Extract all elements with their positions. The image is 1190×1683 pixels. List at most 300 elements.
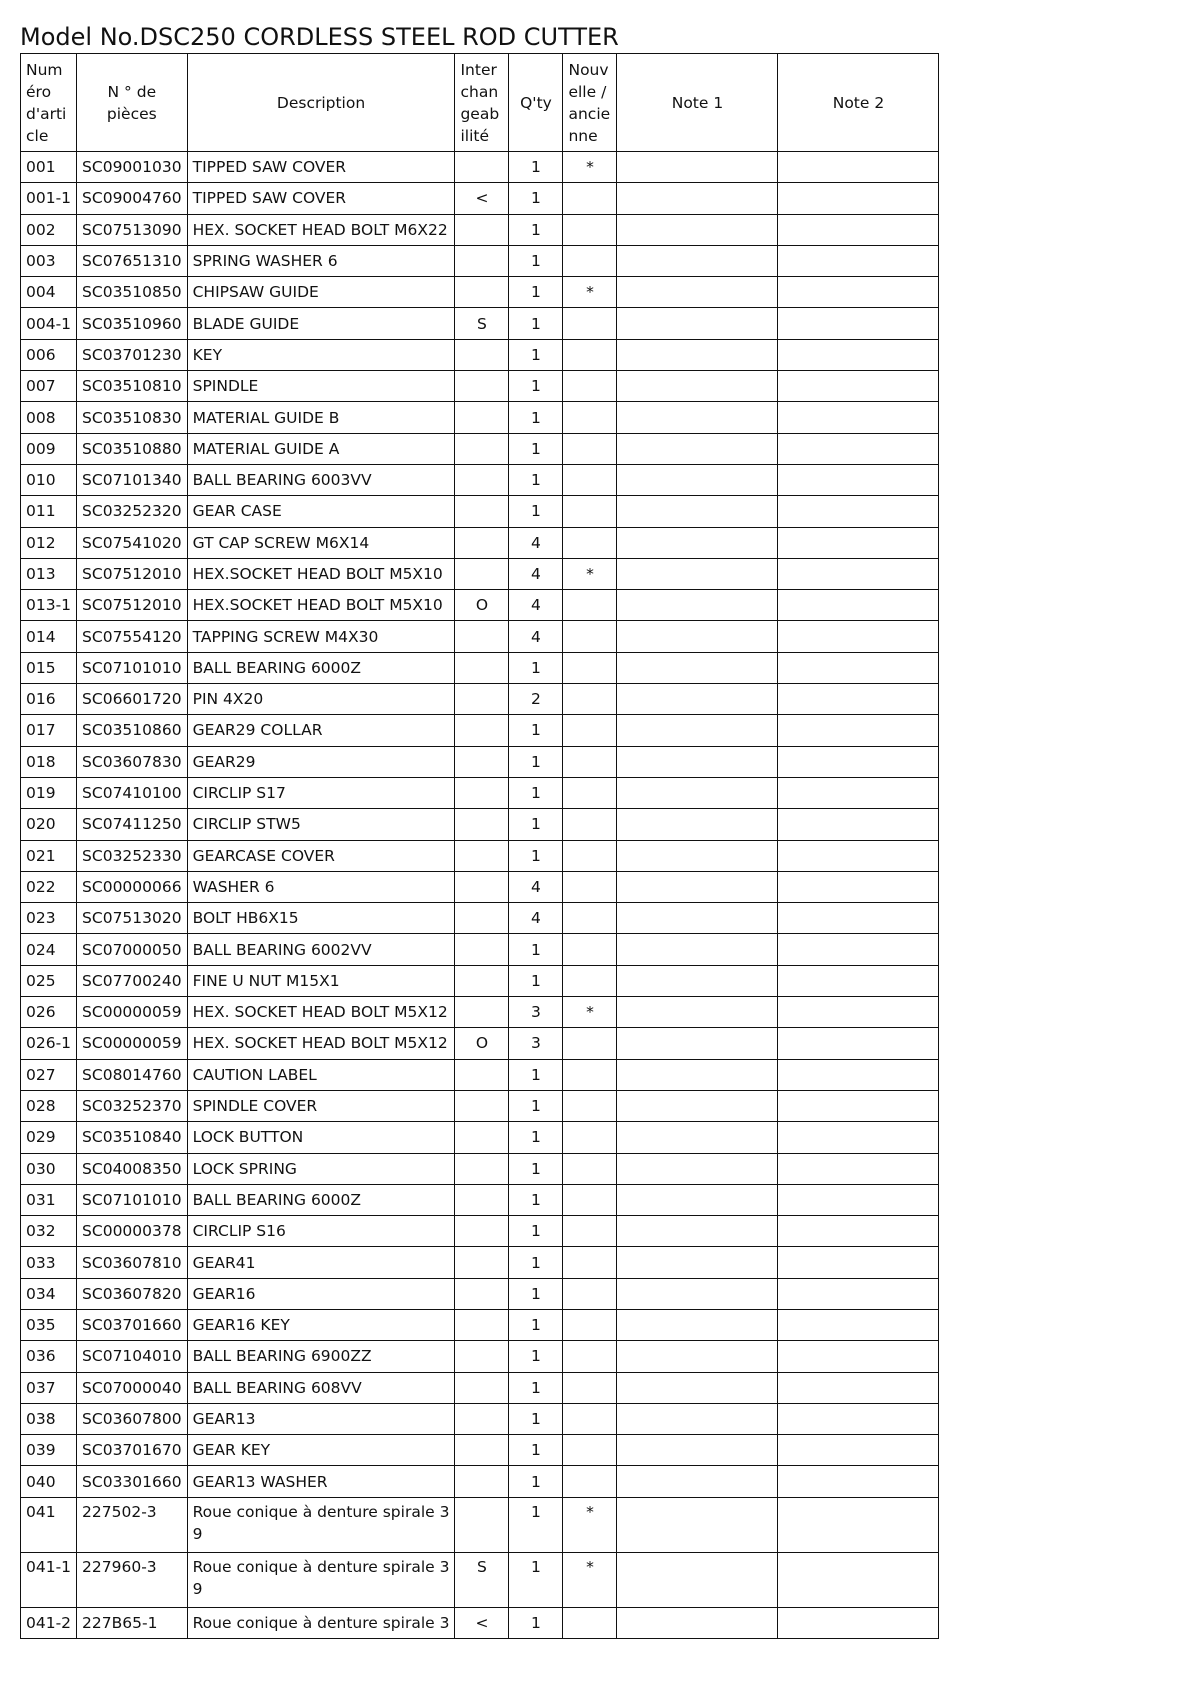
table-row bbox=[21, 1184, 939, 1215]
cell-qty: 4 bbox=[509, 558, 563, 589]
cell-new-old bbox=[563, 1278, 617, 1309]
cell-note2 bbox=[778, 777, 939, 808]
cell-note1 bbox=[617, 1497, 778, 1552]
cell-qty: 1 bbox=[509, 1607, 563, 1638]
cell-part-no: SC03510880 bbox=[77, 433, 188, 464]
cell-interchangeability bbox=[455, 903, 509, 934]
cell-qty: 1 bbox=[509, 1153, 563, 1184]
cell-interchangeability: < bbox=[455, 1607, 509, 1638]
cell-note1 bbox=[617, 277, 778, 308]
cell-note1 bbox=[617, 777, 778, 808]
cell-description: TIPPED SAW COVER bbox=[187, 152, 455, 183]
cell-part-no: SC03510860 bbox=[77, 715, 188, 746]
cell-item-no: 004 bbox=[21, 277, 77, 308]
cell-note2 bbox=[778, 245, 939, 276]
cell-item-no: 034 bbox=[21, 1278, 77, 1309]
cell-qty: 1 bbox=[509, 965, 563, 996]
cell-interchangeability: S bbox=[455, 308, 509, 339]
table-row bbox=[21, 1122, 939, 1153]
cell-part-no: SC03510850 bbox=[77, 277, 188, 308]
cell-item-no: 018 bbox=[21, 746, 77, 777]
cell-item-no: 035 bbox=[21, 1309, 77, 1340]
cell-description: BALL BEARING 608VV bbox=[187, 1372, 455, 1403]
cell-qty: 1 bbox=[509, 1341, 563, 1372]
cell-description: MATERIAL GUIDE B bbox=[187, 402, 455, 433]
cell-note2 bbox=[778, 903, 939, 934]
table-row bbox=[21, 433, 939, 464]
cell-new-old: * bbox=[563, 1552, 617, 1607]
cell-part-no: SC07101340 bbox=[77, 464, 188, 495]
cell-note1 bbox=[617, 402, 778, 433]
cell-item-no: 001-1 bbox=[21, 183, 77, 214]
cell-note1 bbox=[617, 1552, 778, 1607]
cell-note2 bbox=[778, 558, 939, 589]
cell-note2 bbox=[778, 1184, 939, 1215]
cell-interchangeability bbox=[455, 997, 509, 1028]
cell-part-no: SC03510960 bbox=[77, 308, 188, 339]
cell-qty: 1 bbox=[509, 746, 563, 777]
cell-interchangeability bbox=[455, 1341, 509, 1372]
cell-part-no: SC07104010 bbox=[77, 1341, 188, 1372]
cell-note2 bbox=[778, 214, 939, 245]
table-row bbox=[21, 777, 939, 808]
cell-note1 bbox=[617, 1122, 778, 1153]
cell-new-old bbox=[563, 1309, 617, 1340]
cell-new-old bbox=[563, 1184, 617, 1215]
cell-qty: 1 bbox=[509, 809, 563, 840]
cell-item-no: 002 bbox=[21, 214, 77, 245]
cell-note2 bbox=[778, 496, 939, 527]
cell-new-old bbox=[563, 245, 617, 276]
cell-item-no: 041-1 bbox=[21, 1552, 77, 1607]
cell-interchangeability bbox=[455, 809, 509, 840]
cell-part-no: SC06601720 bbox=[77, 684, 188, 715]
table-row bbox=[21, 371, 939, 402]
cell-description: CHIPSAW GUIDE bbox=[187, 277, 455, 308]
cell-note1 bbox=[617, 558, 778, 589]
cell-new-old bbox=[563, 1403, 617, 1434]
cell-part-no: SC07411250 bbox=[77, 809, 188, 840]
cell-interchangeability bbox=[455, 746, 509, 777]
cell-note1 bbox=[617, 652, 778, 683]
cell-description: CIRCLIP S16 bbox=[187, 1216, 455, 1247]
cell-part-no: SC07101010 bbox=[77, 652, 188, 683]
cell-description: HEX.SOCKET HEAD BOLT M5X10 bbox=[187, 590, 455, 621]
cell-qty: 1 bbox=[509, 1122, 563, 1153]
cell-qty: 1 bbox=[509, 1059, 563, 1090]
cell-note1 bbox=[617, 1216, 778, 1247]
cell-new-old bbox=[563, 1122, 617, 1153]
cell-item-no: 014 bbox=[21, 621, 77, 652]
table-row bbox=[21, 1247, 939, 1278]
cell-interchangeability bbox=[455, 934, 509, 965]
table-row bbox=[21, 1372, 939, 1403]
cell-part-no: SC03301660 bbox=[77, 1466, 188, 1497]
cell-interchangeability bbox=[455, 214, 509, 245]
cell-qty: 3 bbox=[509, 997, 563, 1028]
cell-description: GEAR13 WASHER bbox=[187, 1466, 455, 1497]
cell-note2 bbox=[778, 1122, 939, 1153]
cell-description: HEX.SOCKET HEAD BOLT M5X10 bbox=[187, 558, 455, 589]
cell-new-old bbox=[563, 1247, 617, 1278]
cell-note1 bbox=[617, 464, 778, 495]
cell-new-old bbox=[563, 1090, 617, 1121]
table-row bbox=[21, 1497, 939, 1552]
cell-note1 bbox=[617, 527, 778, 558]
header-part-no: N ° de pièces bbox=[77, 54, 188, 152]
cell-note2 bbox=[778, 1607, 939, 1638]
cell-description: GEAR16 bbox=[187, 1278, 455, 1309]
cell-part-no: SC03701660 bbox=[77, 1309, 188, 1340]
cell-part-no: SC08014760 bbox=[77, 1059, 188, 1090]
cell-qty: 1 bbox=[509, 464, 563, 495]
cell-item-no: 021 bbox=[21, 840, 77, 871]
cell-description: Roue conique à denture spirale 39 bbox=[187, 1497, 455, 1552]
cell-item-no: 001 bbox=[21, 152, 77, 183]
cell-interchangeability bbox=[455, 1122, 509, 1153]
cell-note2 bbox=[778, 746, 939, 777]
cell-new-old bbox=[563, 1341, 617, 1372]
cell-qty: 1 bbox=[509, 433, 563, 464]
header-description: Description bbox=[187, 54, 455, 152]
cell-note1 bbox=[617, 871, 778, 902]
cell-new-old bbox=[563, 871, 617, 902]
cell-qty: 1 bbox=[509, 1247, 563, 1278]
cell-interchangeability bbox=[455, 464, 509, 495]
cell-note1 bbox=[617, 1059, 778, 1090]
cell-part-no: SC07000050 bbox=[77, 934, 188, 965]
cell-interchangeability bbox=[455, 496, 509, 527]
cell-interchangeability bbox=[455, 1497, 509, 1552]
cell-part-no: SC03701230 bbox=[77, 339, 188, 370]
cell-new-old bbox=[563, 496, 617, 527]
cell-description: GEAR13 bbox=[187, 1403, 455, 1434]
cell-note2 bbox=[778, 277, 939, 308]
cell-new-old bbox=[563, 965, 617, 996]
cell-note2 bbox=[778, 1216, 939, 1247]
cell-item-no: 022 bbox=[21, 871, 77, 902]
cell-note1 bbox=[617, 1372, 778, 1403]
cell-new-old bbox=[563, 777, 617, 808]
cell-part-no: SC03701670 bbox=[77, 1435, 188, 1466]
cell-item-no: 039 bbox=[21, 1435, 77, 1466]
cell-interchangeability: S bbox=[455, 1552, 509, 1607]
cell-qty: 1 bbox=[509, 245, 563, 276]
table-row bbox=[21, 1552, 939, 1607]
cell-part-no: SC03607810 bbox=[77, 1247, 188, 1278]
cell-interchangeability bbox=[455, 1309, 509, 1340]
cell-note2 bbox=[778, 433, 939, 464]
cell-note1 bbox=[617, 371, 778, 402]
cell-note1 bbox=[617, 339, 778, 370]
cell-qty: 1 bbox=[509, 1184, 563, 1215]
cell-qty: 1 bbox=[509, 402, 563, 433]
header-interchangeability: Interchangeabilité bbox=[455, 54, 509, 152]
cell-interchangeability bbox=[455, 1216, 509, 1247]
cell-new-old: * bbox=[563, 152, 617, 183]
cell-item-no: 019 bbox=[21, 777, 77, 808]
cell-interchangeability bbox=[455, 1247, 509, 1278]
cell-new-old: * bbox=[563, 1497, 617, 1552]
cell-note2 bbox=[778, 527, 939, 558]
cell-part-no: SC04008350 bbox=[77, 1153, 188, 1184]
cell-part-no: SC03252320 bbox=[77, 496, 188, 527]
cell-note2 bbox=[778, 1309, 939, 1340]
cell-item-no: 027 bbox=[21, 1059, 77, 1090]
cell-item-no: 033 bbox=[21, 1247, 77, 1278]
cell-qty: 1 bbox=[509, 1552, 563, 1607]
cell-item-no: 030 bbox=[21, 1153, 77, 1184]
table-row bbox=[21, 245, 939, 276]
table-row bbox=[21, 590, 939, 621]
cell-note2 bbox=[778, 840, 939, 871]
cell-description: CAUTION LABEL bbox=[187, 1059, 455, 1090]
cell-interchangeability bbox=[455, 871, 509, 902]
cell-description: BALL BEARING 6002VV bbox=[187, 934, 455, 965]
cell-note2 bbox=[778, 1466, 939, 1497]
cell-description: CIRCLIP STW5 bbox=[187, 809, 455, 840]
cell-part-no: SC00000059 bbox=[77, 997, 188, 1028]
cell-note1 bbox=[617, 965, 778, 996]
table-row bbox=[21, 1435, 939, 1466]
cell-new-old bbox=[563, 1216, 617, 1247]
cell-qty: 1 bbox=[509, 1372, 563, 1403]
cell-interchangeability bbox=[455, 433, 509, 464]
cell-note2 bbox=[778, 684, 939, 715]
header-qty: Q'ty bbox=[509, 54, 563, 152]
cell-description: TIPPED SAW COVER bbox=[187, 183, 455, 214]
cell-new-old bbox=[563, 590, 617, 621]
cell-item-no: 006 bbox=[21, 339, 77, 370]
cell-part-no: SC07513090 bbox=[77, 214, 188, 245]
cell-interchangeability: O bbox=[455, 590, 509, 621]
cell-note1 bbox=[617, 903, 778, 934]
cell-description: GEAR KEY bbox=[187, 1435, 455, 1466]
cell-new-old bbox=[563, 684, 617, 715]
cell-qty: 1 bbox=[509, 1309, 563, 1340]
table-row bbox=[21, 965, 939, 996]
cell-item-no: 003 bbox=[21, 245, 77, 276]
cell-description: GEAR16 KEY bbox=[187, 1309, 455, 1340]
cell-part-no: SC03510830 bbox=[77, 402, 188, 433]
table-row bbox=[21, 840, 939, 871]
cell-note1 bbox=[617, 1403, 778, 1434]
cell-new-old bbox=[563, 464, 617, 495]
cell-note1 bbox=[617, 214, 778, 245]
cell-part-no: SC07651310 bbox=[77, 245, 188, 276]
cell-note2 bbox=[778, 934, 939, 965]
cell-note1 bbox=[617, 746, 778, 777]
cell-new-old bbox=[563, 371, 617, 402]
cell-item-no: 025 bbox=[21, 965, 77, 996]
table-row bbox=[21, 1607, 939, 1638]
cell-qty: 1 bbox=[509, 339, 563, 370]
cell-note2 bbox=[778, 1372, 939, 1403]
cell-interchangeability bbox=[455, 621, 509, 652]
cell-item-no: 004-1 bbox=[21, 308, 77, 339]
table-row bbox=[21, 214, 939, 245]
cell-interchangeability: < bbox=[455, 183, 509, 214]
table-row bbox=[21, 402, 939, 433]
cell-note2 bbox=[778, 1403, 939, 1434]
cell-part-no: SC07512010 bbox=[77, 590, 188, 621]
cell-part-no: SC00000059 bbox=[77, 1028, 188, 1059]
cell-note1 bbox=[617, 1028, 778, 1059]
table-row bbox=[21, 308, 939, 339]
cell-note1 bbox=[617, 1184, 778, 1215]
cell-note2 bbox=[778, 371, 939, 402]
cell-interchangeability bbox=[455, 277, 509, 308]
cell-description: PIN 4X20 bbox=[187, 684, 455, 715]
cell-item-no: 013 bbox=[21, 558, 77, 589]
cell-qty: 1 bbox=[509, 1278, 563, 1309]
cell-qty: 1 bbox=[509, 652, 563, 683]
cell-description: BLADE GUIDE bbox=[187, 308, 455, 339]
cell-item-no: 011 bbox=[21, 496, 77, 527]
cell-interchangeability: O bbox=[455, 1028, 509, 1059]
cell-note1 bbox=[617, 1466, 778, 1497]
cell-part-no: SC03607820 bbox=[77, 1278, 188, 1309]
cell-note1 bbox=[617, 997, 778, 1028]
header-note1: Note 1 bbox=[617, 54, 778, 152]
cell-note2 bbox=[778, 1059, 939, 1090]
header-note2: Note 2 bbox=[778, 54, 939, 152]
table-row bbox=[21, 934, 939, 965]
cell-new-old bbox=[563, 652, 617, 683]
cell-part-no: SC07000040 bbox=[77, 1372, 188, 1403]
cell-new-old bbox=[563, 903, 617, 934]
cell-description: Roue conique à denture spirale 39 bbox=[187, 1552, 455, 1607]
cell-interchangeability bbox=[455, 777, 509, 808]
table-row bbox=[21, 527, 939, 558]
cell-qty: 1 bbox=[509, 183, 563, 214]
cell-part-no: SC07512010 bbox=[77, 558, 188, 589]
cell-item-no: 029 bbox=[21, 1122, 77, 1153]
cell-new-old bbox=[563, 1466, 617, 1497]
cell-item-no: 032 bbox=[21, 1216, 77, 1247]
cell-qty: 4 bbox=[509, 903, 563, 934]
cell-new-old bbox=[563, 214, 617, 245]
cell-item-no: 009 bbox=[21, 433, 77, 464]
table-row bbox=[21, 496, 939, 527]
cell-note2 bbox=[778, 590, 939, 621]
cell-note2 bbox=[778, 1278, 939, 1309]
cell-interchangeability bbox=[455, 1403, 509, 1434]
cell-qty: 1 bbox=[509, 934, 563, 965]
cell-new-old bbox=[563, 934, 617, 965]
cell-note1 bbox=[617, 1278, 778, 1309]
table-row bbox=[21, 1341, 939, 1372]
cell-interchangeability bbox=[455, 371, 509, 402]
cell-interchangeability bbox=[455, 1153, 509, 1184]
cell-interchangeability bbox=[455, 402, 509, 433]
cell-item-no: 036 bbox=[21, 1341, 77, 1372]
table-row bbox=[21, 1090, 939, 1121]
table-row bbox=[21, 1059, 939, 1090]
table-row bbox=[21, 1403, 939, 1434]
table-row bbox=[21, 152, 939, 183]
cell-new-old bbox=[563, 433, 617, 464]
cell-interchangeability bbox=[455, 1090, 509, 1121]
cell-note1 bbox=[617, 621, 778, 652]
cell-qty: 2 bbox=[509, 684, 563, 715]
cell-description: MATERIAL GUIDE A bbox=[187, 433, 455, 464]
page-title: Model No.DSC250 CORDLESS STEEL ROD CUTTER bbox=[20, 23, 619, 51]
cell-note2 bbox=[778, 621, 939, 652]
cell-note2 bbox=[778, 715, 939, 746]
table-row bbox=[21, 903, 939, 934]
cell-new-old bbox=[563, 1607, 617, 1638]
cell-note2 bbox=[778, 652, 939, 683]
cell-qty: 1 bbox=[509, 214, 563, 245]
cell-description: SPINDLE COVER bbox=[187, 1090, 455, 1121]
cell-new-old bbox=[563, 715, 617, 746]
cell-item-no: 037 bbox=[21, 1372, 77, 1403]
cell-interchangeability bbox=[455, 1059, 509, 1090]
cell-note1 bbox=[617, 934, 778, 965]
cell-part-no: SC09001030 bbox=[77, 152, 188, 183]
cell-new-old bbox=[563, 1153, 617, 1184]
cell-description: GT CAP SCREW M6X14 bbox=[187, 527, 455, 558]
table-row bbox=[21, 339, 939, 370]
table-row bbox=[21, 871, 939, 902]
cell-description: BALL BEARING 6900ZZ bbox=[187, 1341, 455, 1372]
cell-interchangeability bbox=[455, 558, 509, 589]
cell-part-no: SC07700240 bbox=[77, 965, 188, 996]
cell-qty: 1 bbox=[509, 1216, 563, 1247]
header-new-old: Nouvelle / ancienne bbox=[563, 54, 617, 152]
cell-interchangeability bbox=[455, 339, 509, 370]
cell-new-old bbox=[563, 1372, 617, 1403]
table-row bbox=[21, 1466, 939, 1497]
cell-new-old: * bbox=[563, 997, 617, 1028]
cell-qty: 1 bbox=[509, 152, 563, 183]
cell-description: BOLT HB6X15 bbox=[187, 903, 455, 934]
cell-qty: 1 bbox=[509, 1403, 563, 1434]
cell-note1 bbox=[617, 809, 778, 840]
cell-note2 bbox=[778, 1028, 939, 1059]
cell-note1 bbox=[617, 1341, 778, 1372]
header-item-no: Numéro d'article bbox=[21, 54, 77, 152]
cell-note1 bbox=[617, 715, 778, 746]
cell-description: GEARCASE COVER bbox=[187, 840, 455, 871]
cell-interchangeability bbox=[455, 1466, 509, 1497]
cell-item-no: 010 bbox=[21, 464, 77, 495]
cell-item-no: 038 bbox=[21, 1403, 77, 1434]
cell-description: HEX. SOCKET HEAD BOLT M6X22 bbox=[187, 214, 455, 245]
cell-part-no: SC03510840 bbox=[77, 1122, 188, 1153]
cell-description: GEAR29 bbox=[187, 746, 455, 777]
cell-part-no: SC03252370 bbox=[77, 1090, 188, 1121]
cell-item-no: 040 bbox=[21, 1466, 77, 1497]
cell-qty: 1 bbox=[509, 1497, 563, 1552]
table-row bbox=[21, 558, 939, 589]
cell-description: CIRCLIP S17 bbox=[187, 777, 455, 808]
cell-qty: 4 bbox=[509, 527, 563, 558]
cell-note1 bbox=[617, 1153, 778, 1184]
cell-note1 bbox=[617, 1090, 778, 1121]
cell-interchangeability bbox=[455, 1278, 509, 1309]
cell-note2 bbox=[778, 1497, 939, 1552]
parts-table bbox=[20, 53, 939, 1639]
cell-qty: 1 bbox=[509, 1466, 563, 1497]
cell-note1 bbox=[617, 308, 778, 339]
cell-new-old bbox=[563, 308, 617, 339]
cell-item-no: 023 bbox=[21, 903, 77, 934]
cell-note1 bbox=[617, 590, 778, 621]
cell-qty: 1 bbox=[509, 1090, 563, 1121]
cell-note2 bbox=[778, 1341, 939, 1372]
